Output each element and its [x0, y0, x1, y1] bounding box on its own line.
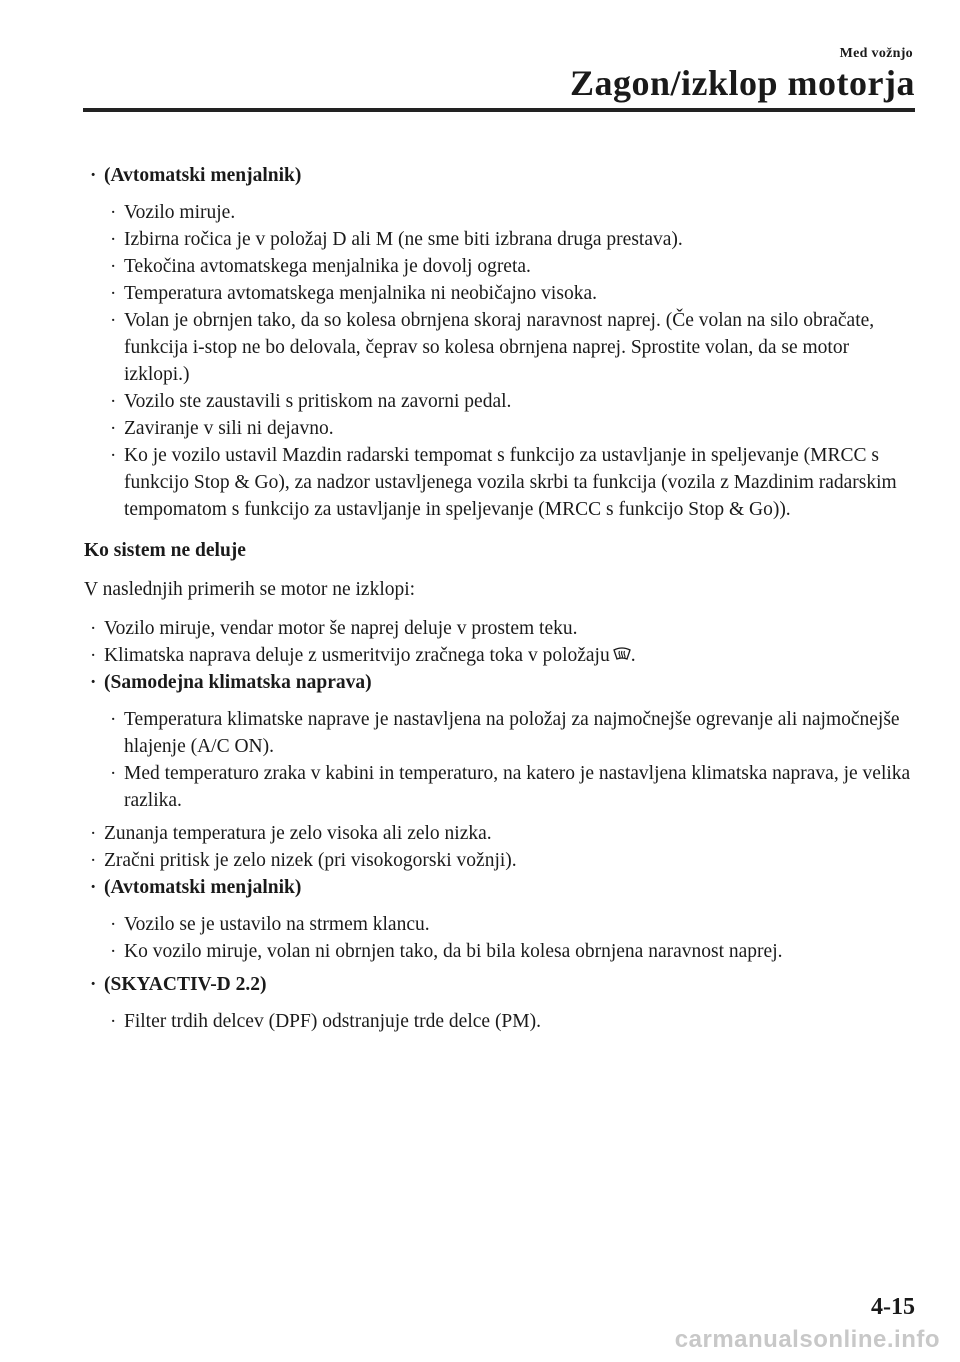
list-item [0, 615, 960, 642]
list-item [0, 847, 960, 874]
sub-list [0, 911, 960, 965]
list-item-text: Vozilo ste zaustavili s pritiskom na zavorni pedal. [124, 391, 512, 412]
list-item-text: Zračni pritisk je zelo nizek (pri visokogorski vožnji). [104, 850, 517, 871]
list-item-text: Izbirna ročica je v položaj D ali M (ne sme biti izbrana druga prestava). [124, 229, 683, 250]
list-item [0, 199, 960, 226]
list-item-text: Zunanja temperatura je zelo visoka ali zelo nizka. [104, 823, 492, 844]
bullet: · [90, 672, 97, 693]
list-item [0, 971, 960, 998]
list-item [0, 415, 960, 442]
bullet: · [110, 445, 117, 466]
list-item-text: Filter trdih delcev (DPF) odstranjuje trde delce (PM). [124, 1011, 541, 1032]
bullet: · [90, 877, 97, 898]
list-item-text: Temperatura avtomatskega menjalnika ni neobičajno visoka. [124, 283, 597, 304]
bullet: · [90, 974, 97, 995]
bullet: · [90, 645, 97, 666]
list-item [0, 874, 960, 901]
list-item [0, 388, 960, 415]
bullet: · [110, 202, 117, 223]
list-item [0, 253, 960, 280]
list-item-text: Temperatura klimatske naprave je nastavljena na položaj za najmočnejše ogrevanje ali najmočnejše hlajenje (A/C ON). [124, 709, 900, 757]
page-content [0, 162, 960, 1049]
list-item-text: (Avtomatski menjalnik) [104, 165, 302, 186]
list-item [0, 669, 960, 696]
list-item-text: Med temperaturo zraka v kabini in temperaturo, na katero je nastavljena klimatska naprava, je velika razlika. [124, 763, 911, 811]
bullet: · [110, 418, 117, 439]
windshield-defroster-icon [613, 646, 631, 662]
list-item-text: (Samodejna klimatska naprava) [104, 672, 372, 693]
list-item [0, 280, 960, 307]
list-item-text-end: . [630, 645, 636, 666]
list-item [0, 162, 960, 189]
list-item-text: Volan je obrnjen tako, da so kolesa obrnjena skoraj naravnost naprej. (Če volan na silo obračate, funkcija i-stop ne bo delovala, čeprav so kolesa obrnjena naprej. Sprostite volan, da se motor izklopi.) [124, 310, 875, 385]
list-item [0, 938, 960, 965]
bullet: · [110, 1011, 117, 1032]
sub-list [0, 706, 960, 814]
sub-list [0, 1008, 960, 1035]
list-item-text: Zaviranje v sili ni dejavno. [124, 418, 334, 439]
header-rule [83, 108, 915, 112]
list-item [0, 1008, 960, 1035]
intro-paragraph: V naslednjih primerih se motor ne izklopi: [84, 579, 416, 600]
bullet: · [90, 850, 97, 871]
list-item-text: Vozilo se je ustavilo na strmem klancu. [124, 914, 430, 935]
bullet: · [90, 823, 97, 844]
bullet: · [110, 763, 117, 784]
list-item [0, 226, 960, 253]
section-label: Med vožnjo [839, 46, 913, 61]
list-item-text: Tekočina avtomatskega menjalnika je dovolj ogreta. [124, 256, 531, 277]
bullet: · [90, 165, 97, 186]
list-item [0, 442, 960, 523]
list-item-text: (Avtomatski menjalnik) [104, 877, 302, 898]
bullet: · [110, 941, 117, 962]
list-item [0, 911, 960, 938]
section-heading: Ko sistem ne deluje [84, 540, 246, 561]
bullet: · [110, 310, 117, 331]
page-title: Zagon/izklop motorja [569, 63, 915, 103]
list-item-text: Vozilo miruje. [124, 202, 236, 223]
list-item-text: Vozilo miruje, vendar motor še naprej deluje v prostem teku. [104, 618, 578, 639]
bullet: · [110, 256, 117, 277]
page-number: 4-15 [871, 1294, 915, 1320]
list-item [0, 820, 960, 847]
bullet: · [90, 618, 97, 639]
list-item-text: Ko vozilo miruje, volan ni obrnjen tako, da bi bila kolesa obrnjena naravnost naprej. [124, 941, 783, 962]
bullet: · [110, 229, 117, 250]
list-item [0, 706, 960, 760]
watermark: carmanualsonline.info [674, 1326, 940, 1353]
list-item [0, 307, 960, 388]
list-item-text: Klimatska naprava deluje z usmeritvijo zračnega toka v položaju [104, 645, 610, 666]
list-item [0, 760, 960, 814]
list-item-text: (SKYACTIV-D 2.2) [104, 974, 267, 995]
sub-list [0, 199, 960, 523]
bullet: · [110, 709, 117, 730]
bullet: · [110, 283, 117, 304]
list-item [0, 642, 960, 669]
bullet: · [110, 391, 117, 412]
list-item-text: Ko je vozilo ustavil Mazdin radarski tempomat s funkcijo za ustavljanje in speljevanje (MRCC s funkcijo Stop & Go), za nadzor ustavljenega vozila skrbi ta funkcija (vozila z Mazdinim radarskim tempomatom s funkcijo za ustavljanje in speljevanje (MRCC s funkcijo Stop & Go)). [124, 445, 897, 520]
bullet: · [110, 914, 117, 935]
